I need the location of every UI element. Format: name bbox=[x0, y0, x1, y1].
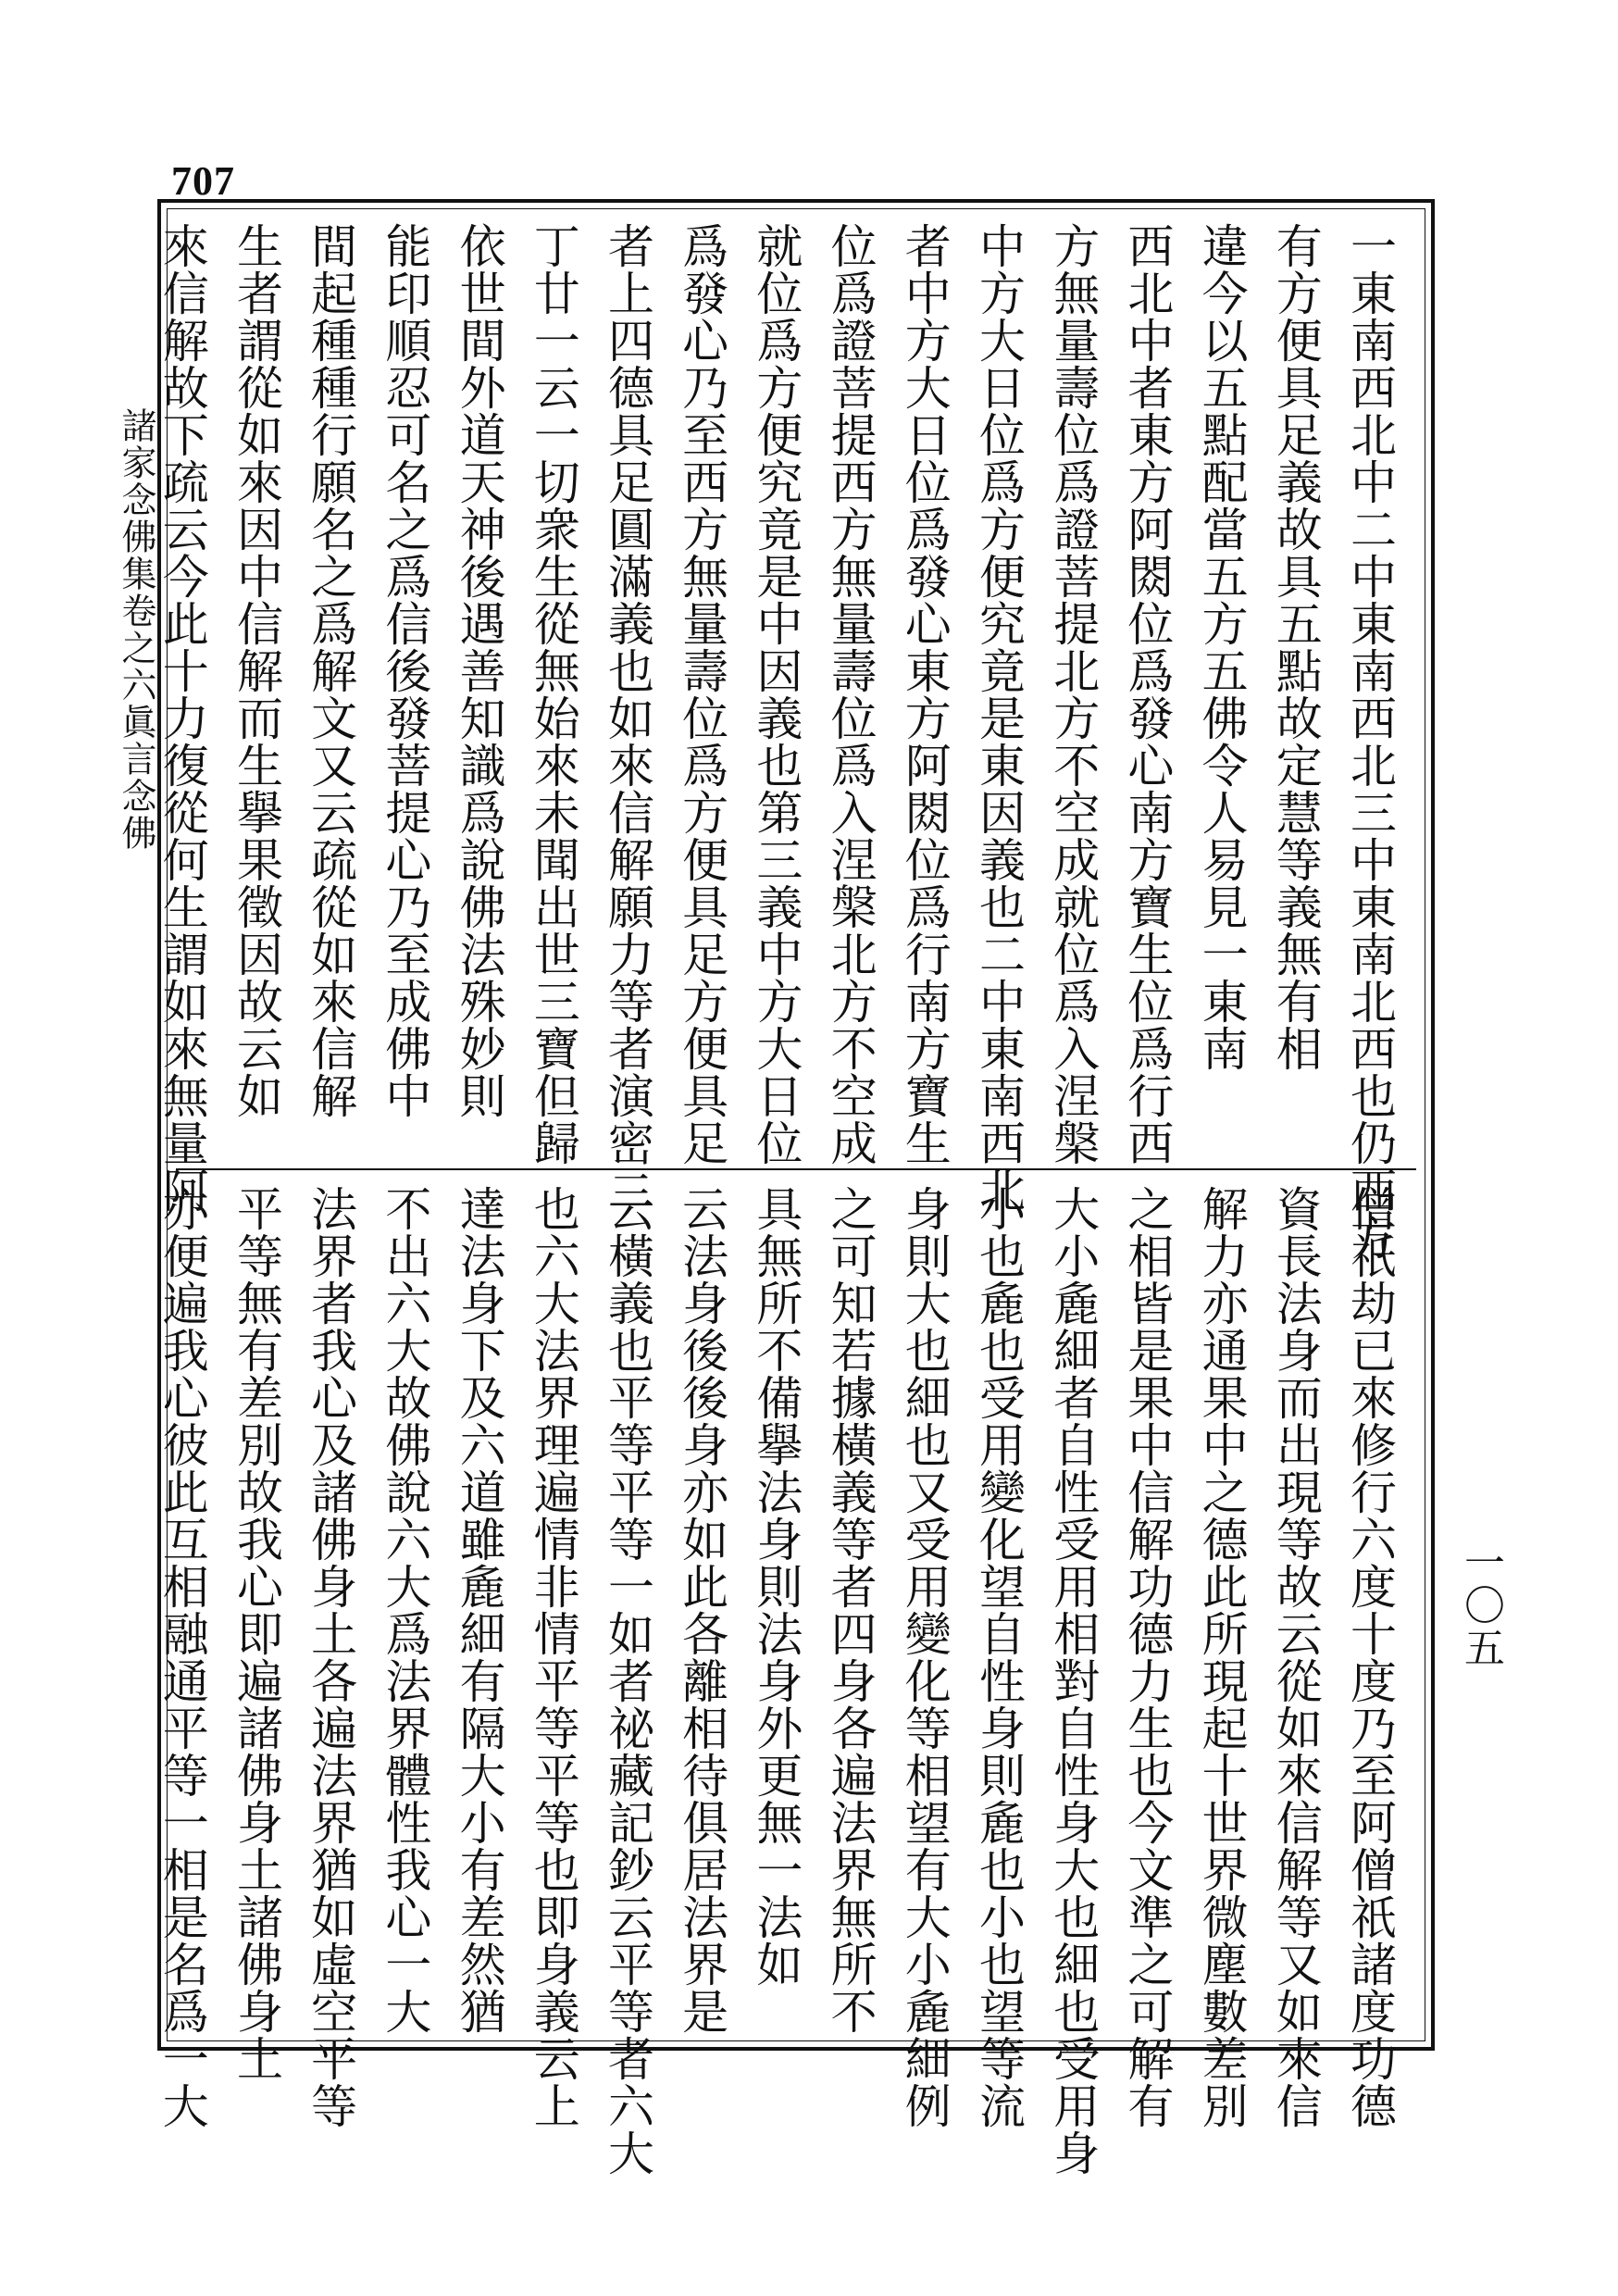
upper-text-block bbox=[155, 222, 1407, 1261]
lower-line-9: 具無所不備擧法身則法身外更無一法如 bbox=[749, 1185, 803, 1988]
upper-line-2: 有方便具足義故具五點故定慧等義無有相 bbox=[1268, 222, 1323, 1072]
upper-line-1: 一東南西北中二中東南西北三中東南北西也仍西方 bbox=[1343, 222, 1397, 1261]
lower-line-14: 不出六大故佛說六大爲法界體性我心一大 bbox=[378, 1185, 432, 2035]
lower-line-10: 云法身後後身亦如此各離相待俱居法界是 bbox=[675, 1185, 729, 2035]
lower-line-3: 解力亦通果中之德此所現起十世界微塵數差別 bbox=[1194, 1185, 1249, 2129]
lower-line-16: 平等無有差別故我心即遍諸佛身土諸佛身土 bbox=[229, 1185, 283, 2082]
upper-line-7: 者中方大日位爲發心東方阿閦位爲行南方寶生 bbox=[897, 222, 952, 1167]
lower-line-11: 云橫義也平等平等一如者祕藏記鈔云平等者六大 bbox=[600, 1185, 654, 2177]
lower-line-12: 也六大法界理遍情非情平等平等也即身義云上 bbox=[526, 1185, 580, 2129]
upper-line-10: 爲發心乃至西方無量壽位爲方便具足方便具足 bbox=[675, 222, 729, 1167]
lower-line-4: 之相皆是果中信解功德力生也今文準之可解有 bbox=[1120, 1185, 1175, 2129]
upper-line-16: 生者謂從如來因中信解而生擧果徵因故云如 bbox=[229, 222, 283, 1119]
lower-line-1: 僧祇劫已來修行六度十度乃至阿僧祇諸度功德 bbox=[1343, 1185, 1397, 2129]
lower-line-6: 小也麁也受用變化望自性身則麁也小也望等流 bbox=[971, 1185, 1026, 2129]
upper-line-5: 方無量壽位爲證菩提北方不空成就位爲入涅槃 bbox=[1046, 222, 1101, 1167]
section-divider bbox=[176, 1168, 1416, 1170]
page-number: 707 bbox=[171, 158, 235, 204]
upper-line-14: 能印順忍可名之爲信後發菩提心乃至成佛中 bbox=[378, 222, 432, 1119]
lower-line-5: 大小麁細者自性受用相對自性身大也細也受用身 bbox=[1046, 1185, 1101, 2177]
upper-line-15: 間起種種行願名之爲解文又云疏從如來信解 bbox=[304, 222, 358, 1119]
upper-line-6: 中方大日位爲方便究竟是東因義也二中東南西北 bbox=[971, 222, 1026, 1214]
running-title: 諸家念佛集卷之六眞言念佛 bbox=[116, 407, 156, 852]
lower-line-2: 資長法身而出現等故云從如來信解等又如來信 bbox=[1268, 1185, 1323, 2129]
upper-line-13: 依世間外道天神後遇善知識爲說佛法殊妙則 bbox=[452, 222, 506, 1119]
lower-line-8: 之可知若據橫義等者四身各遍法界無所不 bbox=[823, 1185, 877, 2035]
upper-line-3: 違今以五點配當五方五佛令人易見一東南 bbox=[1194, 222, 1249, 1072]
lower-text-block bbox=[155, 1185, 1407, 2177]
upper-line-17: 來信解故下疏云今此十力復從何生謂如來無量阿 bbox=[155, 222, 209, 1214]
upper-line-9: 就位爲方便究竟是中因義也第三義中方大日位 bbox=[749, 222, 803, 1167]
lower-line-13: 達法身下及六道雖麁細有隔大小有差然猶 bbox=[452, 1185, 506, 2035]
upper-line-4: 西北中者東方阿閦位爲發心南方寶生位爲行西 bbox=[1120, 222, 1175, 1167]
upper-line-11: 者上四德具足圓滿義也如來信解願力等者演密二 bbox=[600, 222, 654, 1214]
upper-line-8: 位爲證菩提西方無量壽位爲入涅槃北方不空成 bbox=[823, 222, 877, 1167]
lower-line-15: 法界者我心及諸佛身土各遍法界猶如虛空平等 bbox=[304, 1185, 358, 2129]
lower-line-17: 亦便遍我心彼此互相融通平等一相是名爲一大 bbox=[155, 1185, 209, 2129]
upper-line-12: 丁廿一云一切衆生從無始來未聞出世三寶但歸 bbox=[526, 222, 580, 1167]
lower-line-7: 身則大也細也又受用變化等相望有大小麁細例 bbox=[897, 1185, 952, 2129]
folio: 一〇五 bbox=[1457, 1541, 1504, 1669]
